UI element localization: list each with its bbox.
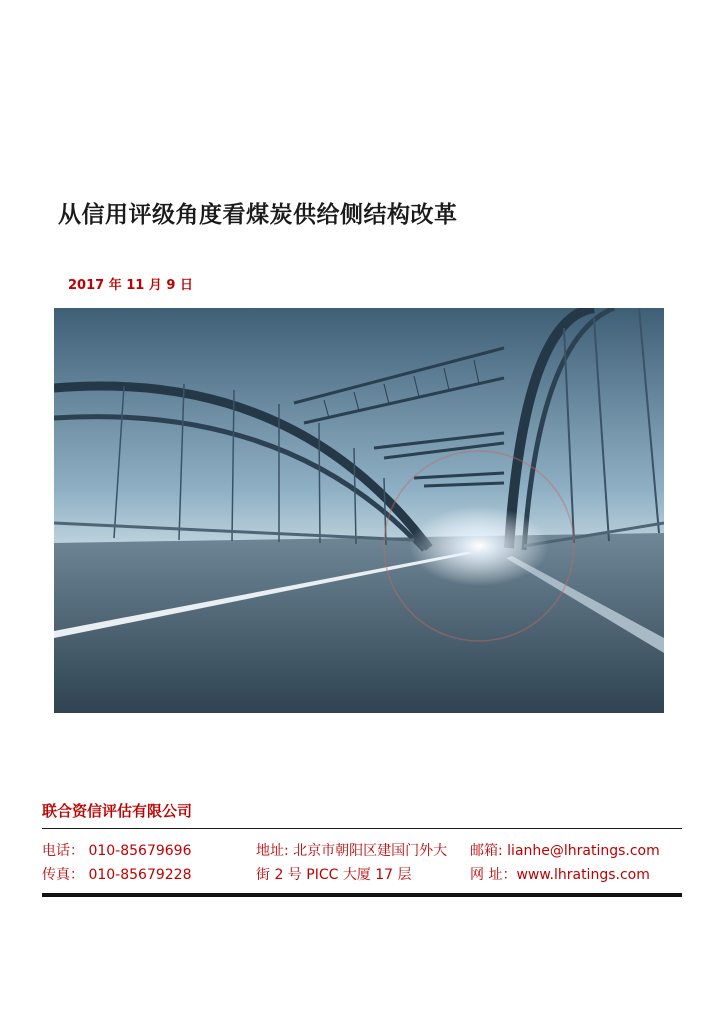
fax-text: 传真： 010-85679228	[42, 867, 192, 883]
footer-divider	[42, 828, 682, 829]
phone-text: 电话： 010-85679696	[42, 843, 192, 859]
address-line-1: 地址: 北京市朝阳区建国门外大	[256, 843, 448, 859]
website-text: 网 址：www.lhratings.com	[470, 867, 650, 883]
email-text: 邮箱: lianhe@lhratings.com	[470, 843, 660, 859]
footer-bottom-rule	[42, 893, 682, 897]
document-title: 从信用评级角度看煤炭供给侧结构改革	[58, 202, 458, 228]
company-name: 联合资信评估有限公司	[42, 802, 193, 820]
address-line-2: 街 2 号 PICC 大厦 17 层	[256, 867, 412, 883]
document-date: 2017 年 11 月 9 日	[68, 278, 193, 293]
cover-image	[54, 308, 664, 713]
